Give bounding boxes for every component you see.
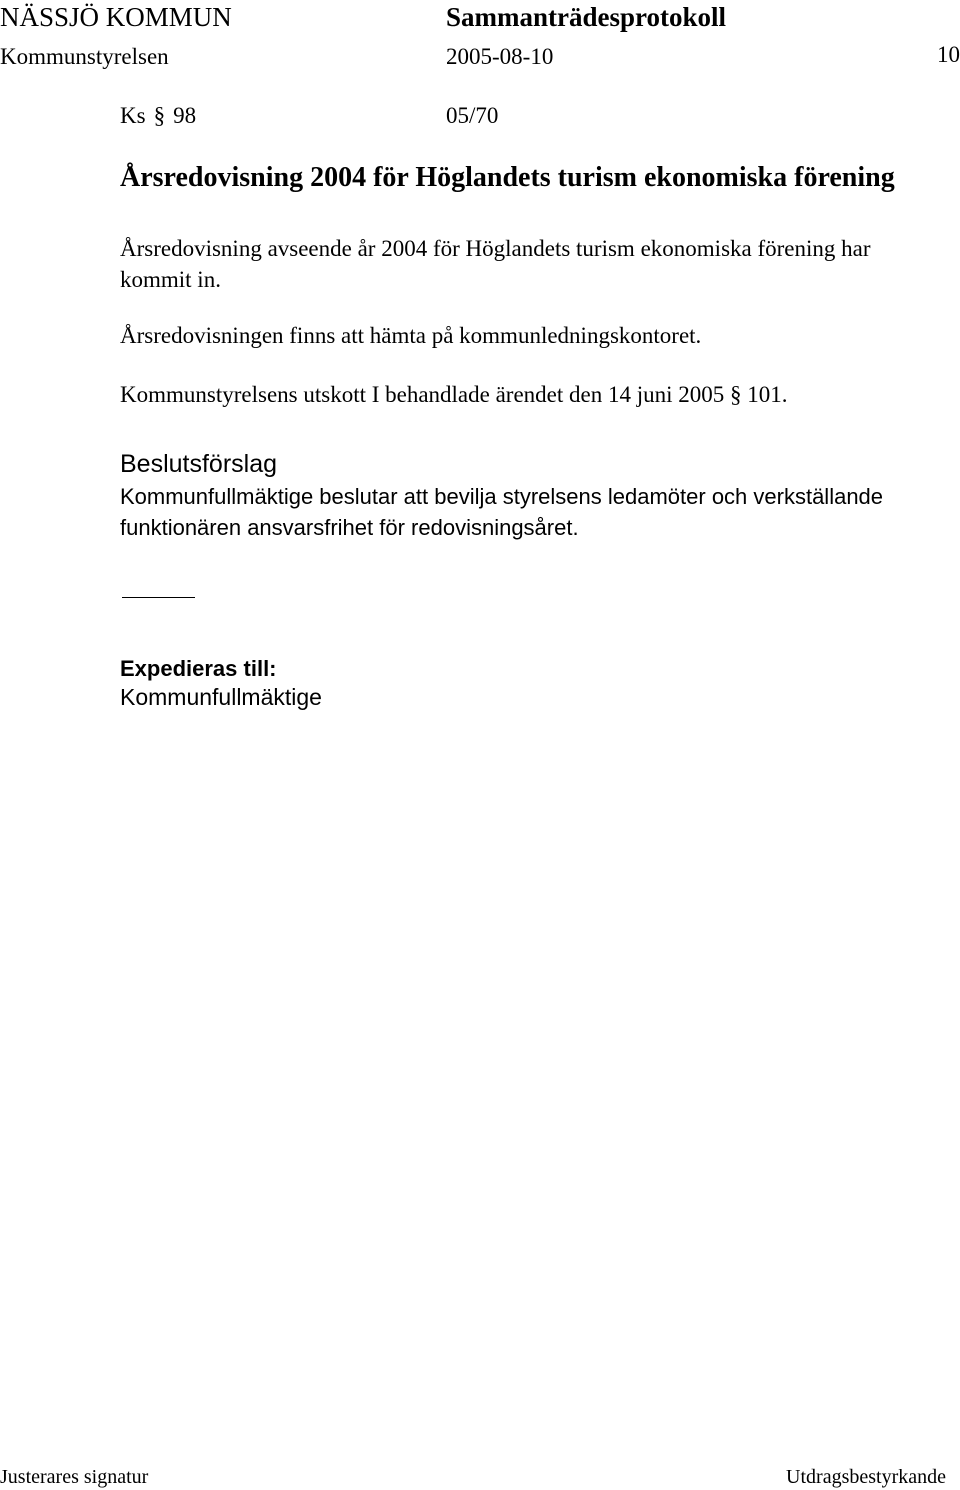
paragraph-reference xyxy=(120,104,196,127)
page-number: 10 xyxy=(937,42,960,67)
document-type: Sammanträdesprotokoll xyxy=(446,2,727,32)
case-prefix: Ks xyxy=(120,103,146,128)
diary-number: 05/70 xyxy=(446,103,499,128)
divider xyxy=(122,597,195,598)
footer-certification: Utdragsbestyrkande xyxy=(786,1466,946,1488)
decision-heading: Beslutsförslag xyxy=(120,450,278,478)
dispatch-label: Expedieras till: xyxy=(120,656,277,681)
footer-signature: Justerares signatur xyxy=(0,1466,149,1488)
board-name: Kommunstyrelsen xyxy=(0,44,169,69)
page-title: Årsredovisning 2004 för Höglandets turism ekonomiska förening xyxy=(120,162,895,193)
meeting-date: 2005-08-10 xyxy=(446,44,554,69)
body-paragraph: Kommunstyrelsens utskott I behandlade ärendet den 14 juni 2005 § 101. xyxy=(120,382,788,407)
body-paragraph: Årsredovisningen finns att hämta på kommunledningskontoret. xyxy=(120,323,702,348)
decision-text: Kommunfullmäktige beslutar att bevilja styrelsens ledamöter och verkställande funktionären ansvarsfrihet för redovisningsåret. xyxy=(120,484,884,540)
municipality-name: NÄSSJÖ KOMMUN xyxy=(0,2,232,32)
paragraph-number: 98 xyxy=(173,103,197,128)
section-symbol: § xyxy=(153,103,166,128)
body-paragraph: Årsredovisning avseende år 2004 för Höglandets turism ekonomiska förening har kommit in. xyxy=(120,236,871,292)
dispatch-recipient: Kommunfullmäktige xyxy=(120,684,322,710)
